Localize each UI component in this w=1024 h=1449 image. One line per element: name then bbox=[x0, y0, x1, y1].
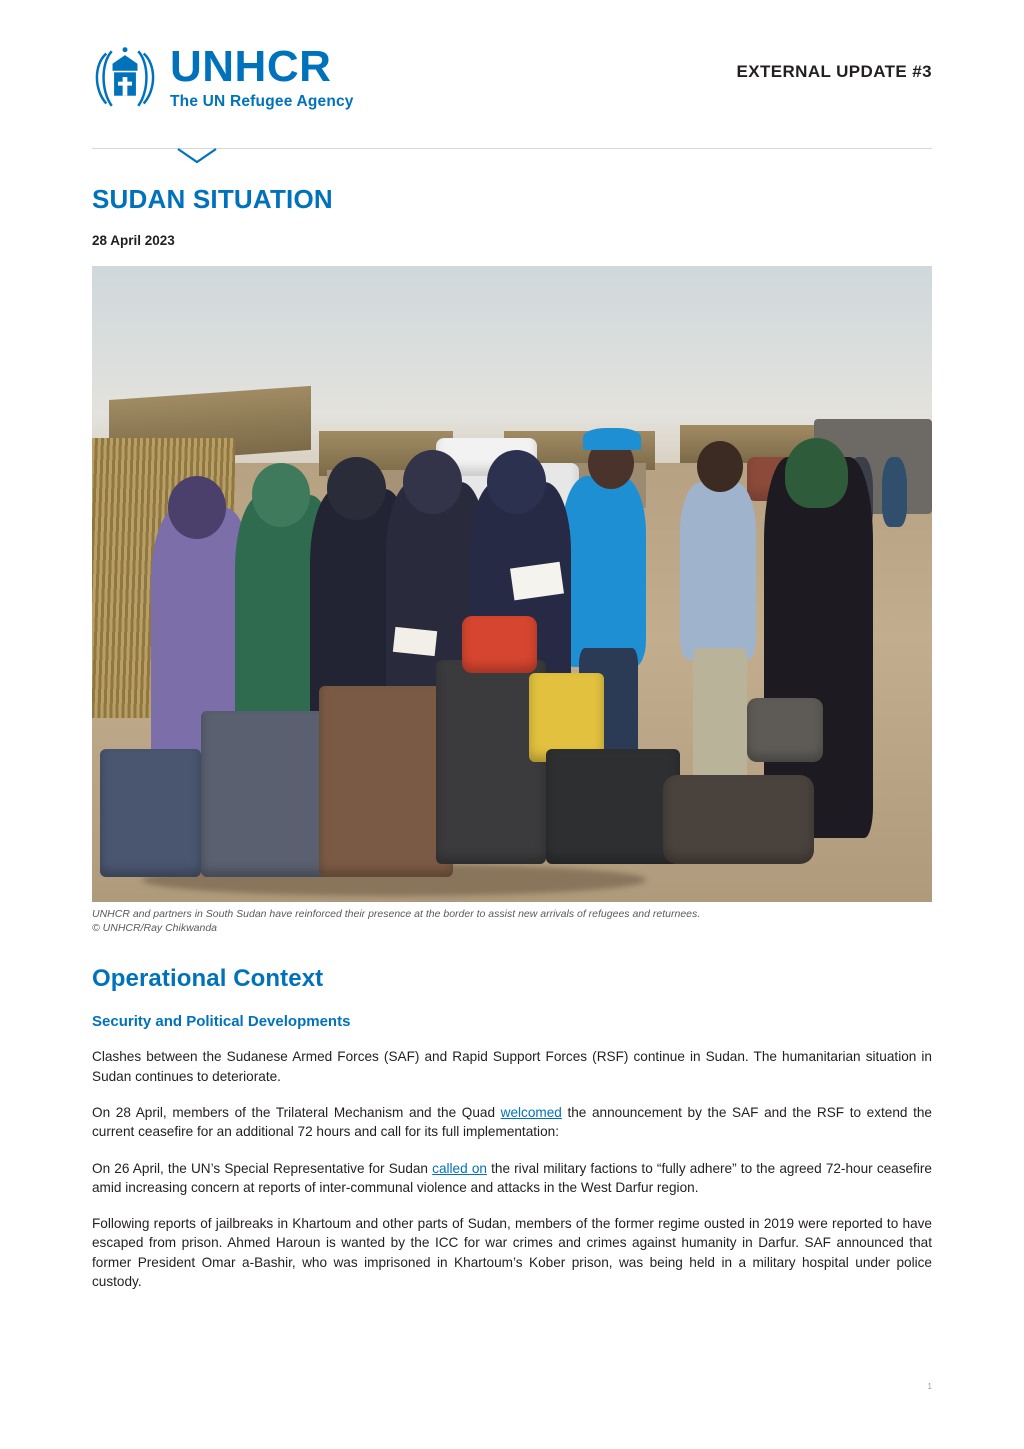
document-header bbox=[0, 0, 1024, 150]
chevron-down-icon bbox=[176, 148, 218, 164]
document-date: 28 April 2023 bbox=[92, 233, 175, 248]
link-called-on[interactable]: called on bbox=[432, 1160, 487, 1176]
photo-caption-credit: © UNHCR/Ray Chikwanda bbox=[92, 922, 218, 935]
unhcr-emblem-icon bbox=[86, 38, 164, 116]
header-divider bbox=[92, 148, 932, 149]
paragraph-3 bbox=[92, 1159, 932, 1198]
link-welcomed[interactable]: welcomed bbox=[500, 1104, 562, 1120]
paragraph-2-text-before: On 28 April, members of the Trilateral Mechanism and the Quad bbox=[92, 1104, 501, 1120]
photo-headscarf bbox=[327, 457, 386, 521]
photo-headscarf bbox=[785, 438, 848, 508]
photo-document bbox=[393, 626, 437, 656]
photo-caption-line1: UNHCR and partners in South Sudan have reinforced their presence at the border to assist new arrivals of refugees and returnees. bbox=[92, 908, 701, 920]
hero-photo-block bbox=[92, 266, 932, 935]
photo-document bbox=[510, 562, 564, 601]
unhcr-tagline: The UN Refugee Agency bbox=[170, 92, 354, 110]
document-content bbox=[0, 184, 1024, 1291]
photo-headscarf bbox=[252, 463, 311, 527]
hero-photo bbox=[92, 266, 932, 902]
paragraph-2 bbox=[92, 1103, 932, 1142]
unhcr-wordmark: UNHCR bbox=[170, 41, 332, 91]
photo-person bbox=[882, 457, 907, 527]
paragraph-2-text-after: the announcement by the SAF and the RSF to extend the current ceasefire for an additional 72 hours and call for its full implementation: bbox=[92, 1104, 932, 1140]
photo-bundle bbox=[462, 616, 538, 673]
unhcr-logo-text bbox=[170, 41, 354, 110]
page-title: SUDAN SITUATION bbox=[92, 184, 333, 214]
photo-person bbox=[680, 482, 756, 660]
photo-duffel bbox=[546, 749, 680, 863]
paragraph-4 bbox=[92, 1214, 932, 1291]
paragraph-3-text-after: the rival military factions to “fully adhere” to the agreed 72-hour ceasefire amid increasing concern at reports of inter-communal violence and attacks in the West Darfur region. bbox=[92, 1160, 932, 1195]
paragraph-4-text: Following reports of jailbreaks in Khartoum and other parts of Sudan, members of the former regime ousted in 2019 were reported to have escaped from prison. Ahmed Haroun is wanted by the ICC for war crimes and crimes against humanity in Darfur. SAF announced that former President Omar a-Bashir, who was imprisoned in Khartoum’s Kober prison, was being held in a military hospital under police custody. bbox=[92, 1216, 932, 1290]
photo-bag bbox=[747, 698, 823, 762]
subsection-heading-security-political: Security and Political Developments bbox=[92, 1013, 351, 1031]
paragraph-1 bbox=[92, 1047, 932, 1086]
section-heading-operational-context: Operational Context bbox=[92, 965, 324, 993]
photo-suitcase bbox=[201, 711, 335, 876]
photo-duffel bbox=[663, 775, 814, 864]
photo-headscarf bbox=[403, 450, 462, 514]
page-number: 1 bbox=[927, 1382, 932, 1391]
unhcr-logo bbox=[86, 38, 354, 116]
photo-head bbox=[697, 441, 743, 492]
photo-unhcr-staff bbox=[562, 476, 646, 667]
photo-headscarf bbox=[487, 450, 546, 514]
paragraph-3-text-before: On 26 April, the UN’s Special Representative for Sudan bbox=[92, 1160, 433, 1176]
photo-caption bbox=[92, 907, 932, 935]
paragraph-1-text: Clashes between the Sudanese Armed Forces (SAF) and Rapid Support Forces (RSF) continue in Sudan. The humanitarian situation in Sudan continues to deteriorate. bbox=[92, 1049, 932, 1084]
external-update-label: EXTERNAL UPDATE #3 bbox=[736, 62, 932, 81]
photo-cap bbox=[583, 428, 642, 450]
photo-suitcase bbox=[319, 686, 453, 877]
photo-suitcase bbox=[100, 749, 201, 876]
